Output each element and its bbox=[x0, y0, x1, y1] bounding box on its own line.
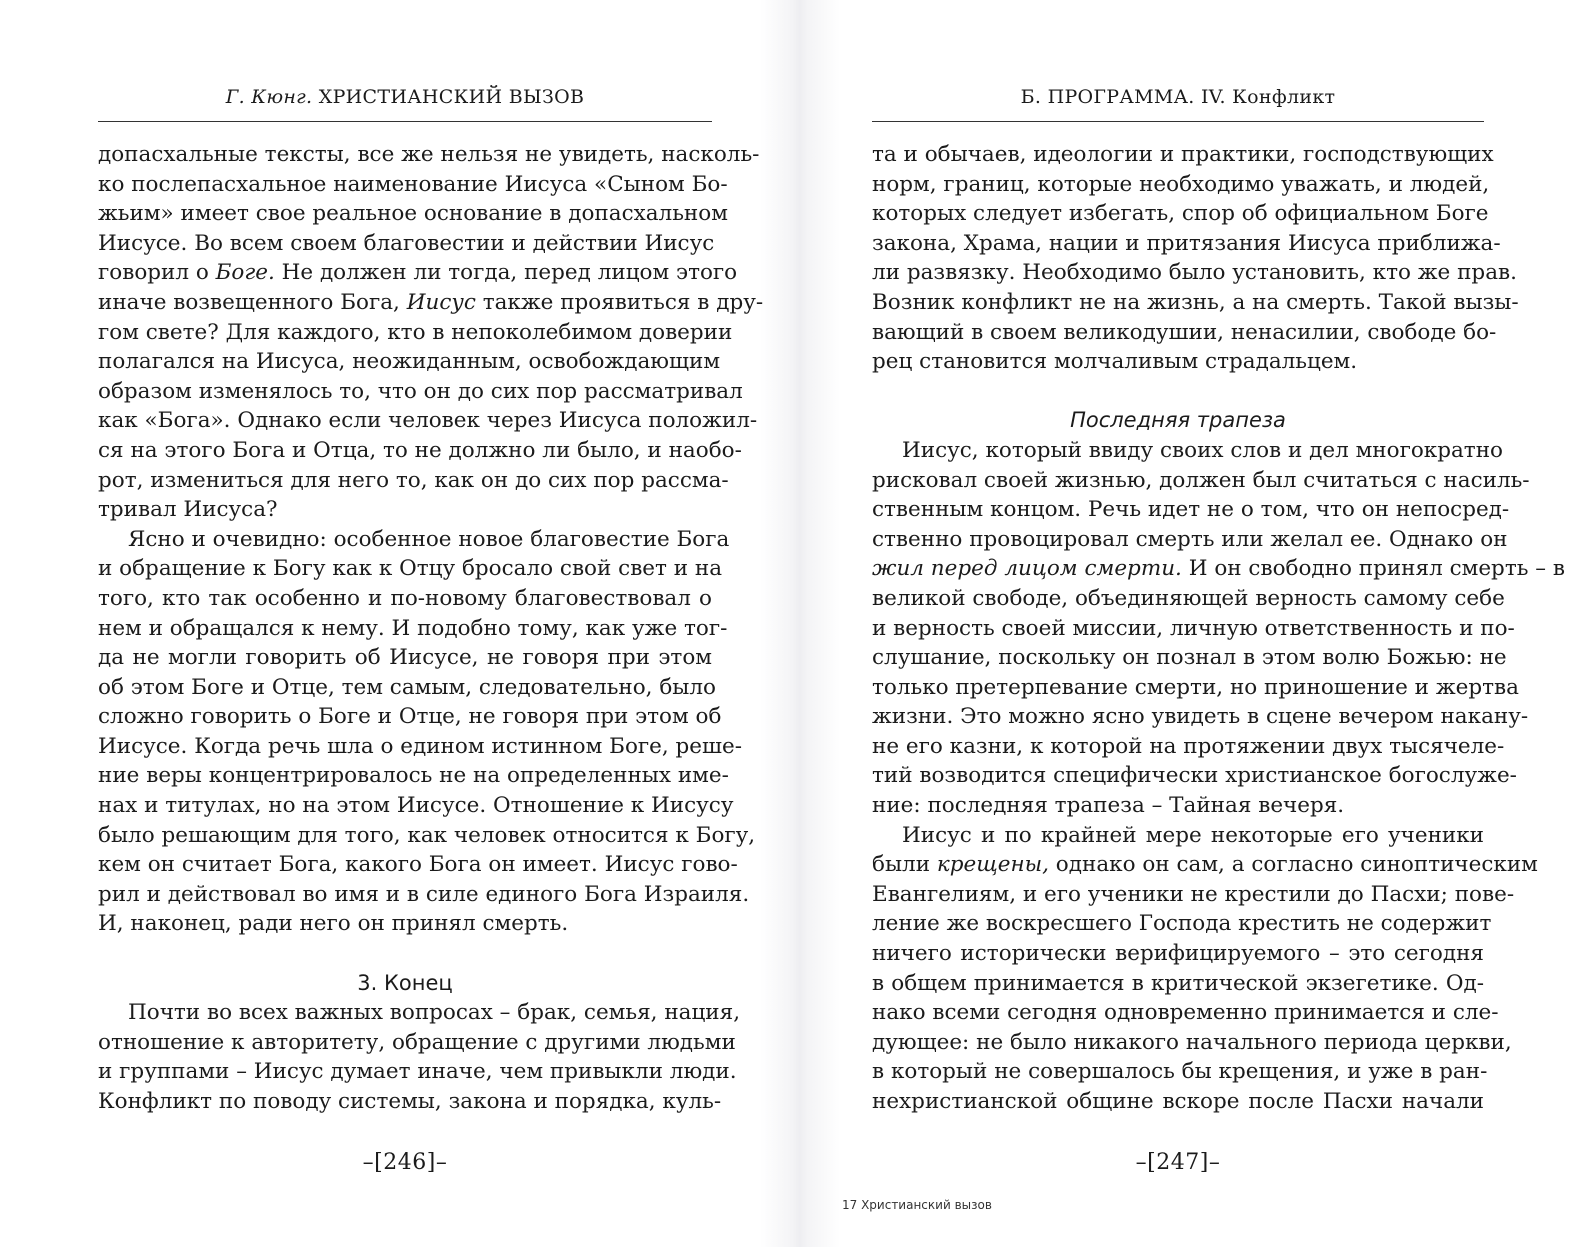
text-line: рисковал своей жизнью, должен был считаться с насиль- bbox=[872, 467, 1530, 493]
text-line: великой свободе, объединяющей верность самому себе bbox=[872, 585, 1505, 611]
left-header-rule bbox=[98, 121, 712, 122]
text-line: и группами – Иисус думает иначе, чем привыкли люди. bbox=[98, 1059, 737, 1085]
left-body-text bbox=[98, 140, 764, 1117]
left-running-head bbox=[98, 86, 712, 108]
text-line: кем он считает Бога, какого Бога он имеет. Иисус гово- bbox=[98, 852, 738, 878]
text-line: Иисус, который ввиду своих слов и дел многократно bbox=[902, 437, 1503, 463]
text-line: Конфликт по поводу системы, закона и порядка, куль- bbox=[98, 1089, 722, 1114]
text-line: об этом Боге и Отце, тем самым, следовательно, было bbox=[98, 674, 716, 700]
right-header-rule bbox=[872, 121, 1484, 122]
text-line: ственным концом. Речь идет не о том, что он непосред- bbox=[872, 497, 1510, 523]
text-line: в который не совершалось бы крещения, и уже в ран- bbox=[872, 1059, 1488, 1085]
text-line: ственно провоцировал смерть или желал ее. Однако он bbox=[872, 526, 1508, 552]
italic-emphasis: Боге. bbox=[215, 260, 275, 286]
text-run: Не должен ли тогда, перед лицом этого bbox=[274, 260, 738, 286]
text-line: нако всеми сегодня одновременно принимается и сле- bbox=[872, 1000, 1499, 1026]
text-line: было решающим для того, как человек относится к Богу, bbox=[98, 822, 756, 848]
text-line: Почти во всех важных вопросах – брак, семья, нация, bbox=[128, 1000, 741, 1026]
signature-mark: 17 Христианский вызов bbox=[842, 1198, 992, 1212]
left-page-number: –[246]– bbox=[362, 1150, 448, 1175]
text-line: того, кто так особенно и по-новому благовествовал о bbox=[98, 585, 712, 611]
text-line: нехристианской общине вскоре после Пасхи начали bbox=[872, 1089, 1484, 1114]
text-line: ление же воскресшего Господа крестить не содержит bbox=[872, 911, 1492, 937]
text-line: допасхальные тексты, все же нельзя не увидеть, насколь- bbox=[98, 142, 760, 167]
text-line: Иисусе. Когда речь шла о едином истинном Боге, реше- bbox=[98, 733, 743, 759]
italic-emphasis: Иисус bbox=[406, 289, 476, 315]
book-gutter bbox=[760, 0, 840, 1247]
running-head-author: Г. Кюнг. bbox=[225, 86, 313, 108]
right-body-text bbox=[872, 140, 1565, 1117]
running-head-title: ХРИСТИАНСКИЙ ВЫЗОВ bbox=[318, 86, 585, 108]
text-line: отношение к авторитету, обращение с другими людьми bbox=[98, 1029, 736, 1055]
text-line: как «Бога». Однако если человек через Иисуса положил- bbox=[98, 408, 758, 434]
right-page-number: –[247]– bbox=[1135, 1150, 1221, 1175]
text-line: только претерпевание смерти, но приношение и жертва bbox=[872, 674, 1519, 700]
text-line: норм, границ, которые необходимо уважать, и людей, bbox=[872, 171, 1490, 197]
text-line: и верность своей миссии, личную ответственность и по- bbox=[872, 615, 1515, 641]
text-line: Иисус и по крайней мере некоторые его ученики bbox=[902, 822, 1484, 848]
text-line: жизни. Это можно ясно увидеть в сцене вечером накану- bbox=[872, 704, 1529, 730]
text-line: дующее: не было никакого начального периода церкви, bbox=[872, 1029, 1512, 1055]
italic-emphasis: жил перед лицом смерти. bbox=[872, 556, 1182, 582]
text-line: рец становится молчаливым страдальцем. bbox=[872, 349, 1358, 375]
text-line: нем и обращался к нему. И подобно тому, как уже тог- bbox=[98, 615, 728, 641]
text-line bbox=[98, 258, 738, 288]
spacer bbox=[98, 939, 712, 969]
text-line: Иисусе. Во всем своем благовестии и действии Иисус bbox=[98, 230, 715, 256]
text-line: да не могли говорить об Иисусе, не говоря при этом bbox=[98, 645, 712, 671]
text-line: ничего исторически верифицируемого – это сегодня bbox=[872, 941, 1484, 967]
text-line: слушание, поскольку он познал в этом волю Божью: не bbox=[872, 645, 1507, 671]
spacer bbox=[872, 377, 1484, 407]
text-run: были bbox=[872, 852, 937, 878]
text-run: говорил о bbox=[98, 260, 216, 286]
text-line: тий возводится специфически христианское богослуже- bbox=[872, 763, 1517, 789]
text-line: в общем принимается в критической экзегетике. Од- bbox=[872, 970, 1484, 996]
text-line bbox=[98, 288, 764, 318]
text-line bbox=[872, 554, 1565, 584]
text-line: и обращение к Богу как к Отцу бросало свой свет и на bbox=[98, 556, 723, 582]
subsection-heading: Последняя трапеза bbox=[1070, 408, 1286, 433]
section-heading: 3. Конец bbox=[357, 970, 453, 995]
text-line: нах и титулах, но на этом Иисусе. Отношение к Иисусу bbox=[98, 793, 734, 819]
text-line: ние веры концентрировалось не на определенных име- bbox=[98, 763, 729, 789]
italic-emphasis: крещены, bbox=[936, 852, 1049, 878]
text-line: та и обычаев, идеологии и практики, господствующих bbox=[872, 142, 1494, 167]
text-line: Возник конфликт не на жизнь, а на смерть. Такой вызы- bbox=[872, 289, 1519, 315]
text-line: которых следует избегать, спор об официальном Боге bbox=[872, 201, 1489, 227]
text-line: ние: последняя трапеза – Тайная вечеря. bbox=[872, 793, 1345, 819]
text-line: И, наконец, ради него он принял смерть. bbox=[98, 911, 569, 937]
text-line: ли развязку. Необходимо было установить, кто же прав. bbox=[872, 260, 1517, 286]
text-line: жьим» имеет свое реальное основание в допасхальном bbox=[98, 201, 728, 227]
text-line: сложно говорить о Боге и Отце, не говоря при этом об bbox=[98, 704, 722, 730]
text-run: И он свободно принял смерть – в bbox=[1181, 556, 1565, 582]
text-run: иначе возвещенного Бога, bbox=[98, 289, 407, 315]
text-line bbox=[872, 850, 1538, 880]
text-line: вающий в своем великодушии, ненасилии, свободе бо- bbox=[872, 319, 1497, 345]
text-line: ся на этого Бога и Отца, то не должно ли было, и наобо- bbox=[98, 437, 742, 463]
text-run: также проявиться в дру- bbox=[475, 289, 764, 315]
text-line: не его казни, к которой на протяжении двух тысячеле- bbox=[872, 733, 1505, 759]
text-line: рот, измениться для него то, как он до сих пор рассма- bbox=[98, 467, 729, 493]
text-line: ко послепасхальное наименование Иисуса «Сыном Бо- bbox=[98, 171, 728, 197]
text-line: тривал Иисуса? bbox=[98, 497, 278, 523]
text-line: Ясно и очевидно: особенное новое благовестие Бога bbox=[128, 526, 730, 552]
text-line: Евангелиям, и его ученики не крестили до Пасхи; пове- bbox=[872, 881, 1515, 907]
text-run: однако он сам, а согласно синоптическим bbox=[1048, 852, 1538, 878]
text-line: рил и действовал во имя и в силе единого Бога Израиля. bbox=[98, 881, 750, 907]
text-line: полагался на Иисуса, неожиданным, освобождающим bbox=[98, 349, 721, 375]
text-line: гом свете? Для каждого, кто в непоколебимом доверии bbox=[98, 319, 733, 345]
right-running-head: Б. ПРОГРАММА. IV. Конфликт bbox=[1020, 86, 1336, 108]
text-line: образом изменялось то, что он до сих пор рассматривал bbox=[98, 378, 743, 404]
text-line: закона, Храма, нации и притязания Иисуса приближа- bbox=[872, 230, 1501, 256]
